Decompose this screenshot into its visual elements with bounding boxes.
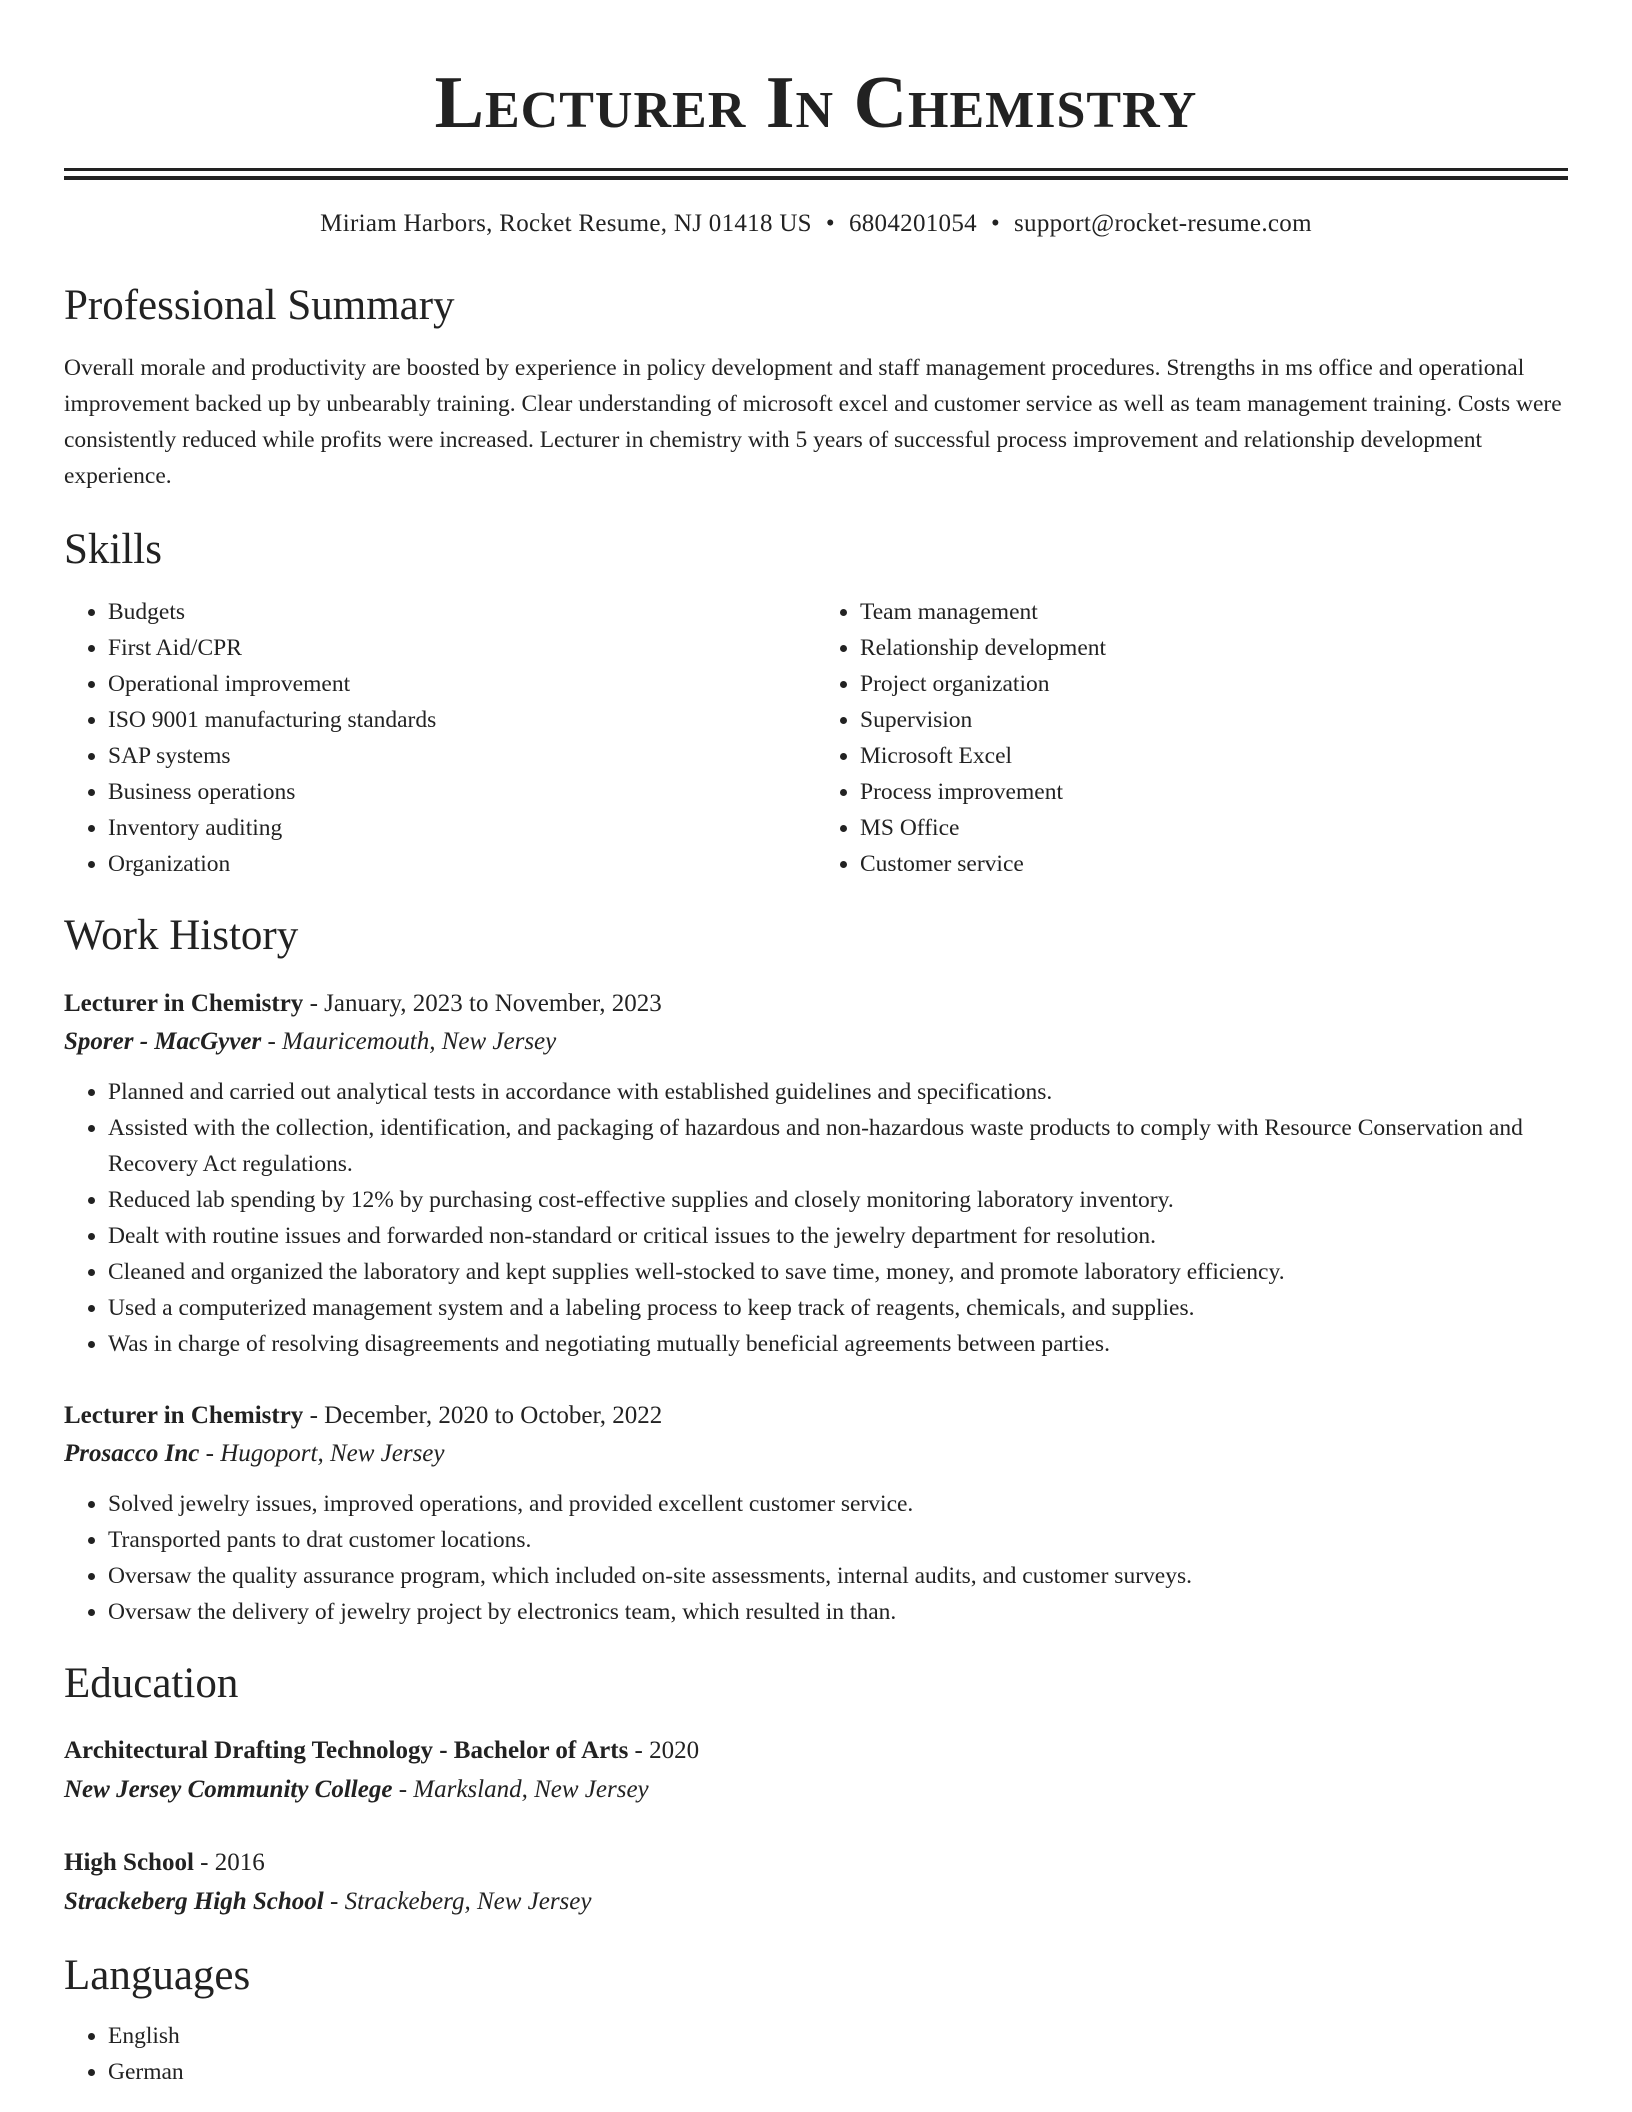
contact-separator: • — [825, 210, 835, 237]
job-bullet: • Planned and carried out analytical tests in accordance with established guidelines and specifications. — [108, 1074, 1568, 1110]
job-bullet: • Oversaw the quality assurance program, which included on-site assessments, internal audits, and customer surveys. — [108, 1558, 1568, 1594]
education-entry — [64, 1732, 1568, 1810]
skill-item: • SAP systems — [108, 738, 816, 774]
job-entry — [64, 986, 1568, 1362]
education-year: 2020 — [649, 1737, 700, 1764]
job-bullet: • Cleaned and organized the laboratory and kept supplies well-stocked to save time, money, and promote laboratory efficiency. — [108, 1254, 1568, 1290]
skill-item: • Customer service — [860, 846, 1568, 882]
job-bullet: • Transported pants to drat customer locations. — [108, 1522, 1568, 1558]
dash: - — [303, 990, 325, 1017]
education-entry — [64, 1844, 1568, 1922]
job-title: Lecturer in Chemistry — [64, 990, 304, 1017]
job-entry — [64, 1398, 1568, 1630]
skill-item: • Budgets — [108, 594, 816, 630]
job-employer — [64, 1434, 1568, 1474]
job-bullet: • Used a computerized management system and a labeling process to keep track of reagents, chemicals, and supplies. — [108, 1290, 1568, 1326]
job-company: Prosacco Inc — [64, 1440, 200, 1467]
education-school: Strackeberg High School — [64, 1888, 324, 1915]
job-header — [64, 1398, 1568, 1434]
education-school-line — [64, 1882, 1568, 1922]
skill-item: • Project organization — [860, 666, 1568, 702]
contact-separator: • — [990, 210, 1001, 237]
education-heading: Education — [64, 1660, 239, 1707]
languages-heading: Languages — [64, 1952, 251, 1999]
skills-columns — [64, 594, 1568, 882]
job-bullet: • Reduced lab spending by 12% by purchasing cost-effective supplies and closely monitoring laboratory inventory. — [108, 1182, 1568, 1218]
work-history-heading: Work History — [64, 912, 299, 959]
education-school: New Jersey Community College — [64, 1776, 393, 1803]
job-dates: January, 2023 to November, 2023 — [324, 990, 662, 1017]
skill-item: • Organization — [108, 846, 816, 882]
skill-item: • Microsoft Excel — [860, 738, 1568, 774]
skill-item: • Relationship development — [860, 630, 1568, 666]
dash: - — [261, 1028, 283, 1055]
skill-item: • ISO 9001 manufacturing standards — [108, 702, 816, 738]
contact-phone: 6804201054 — [848, 210, 977, 237]
dash: - — [628, 1737, 650, 1764]
skill-item: • First Aid/CPR — [108, 630, 816, 666]
summary-text: Overall morale and productivity are boosted by experience in policy development and staff management procedures. Strengths in ms office and operational improvement backed up by unbearably training. Clear understanding of microsoft excel and customer service as well as team management training. Costs were consistently reduced while profits were increased. Lecturer in chemistry with 5 years of successful process improvement and relationship development experience. — [64, 355, 1562, 489]
job-header — [64, 986, 1568, 1022]
title-divider — [64, 168, 1568, 180]
languages-list — [64, 2018, 1568, 2090]
language-item: • German — [108, 2054, 1568, 2090]
job-bullet: • Oversaw the delivery of jewelry project by electronics team, which resulted in than. — [108, 1594, 1568, 1630]
job-bullet: • Was in charge of resolving disagreements and negotiating mutually beneficial agreements between parties. — [108, 1326, 1568, 1362]
summary-heading: Professional Summary — [64, 282, 455, 329]
job-location: Mauricemouth, New Jersey — [282, 1028, 557, 1055]
job-employer — [64, 1022, 1568, 1062]
education-location: Strackeberg, New Jersey — [344, 1888, 592, 1915]
job-bullet: • Dealt with routine issues and forwarded non-standard or critical issues to the jewelry department for resolution. — [108, 1218, 1568, 1254]
skills-heading: Skills — [64, 526, 162, 573]
contact-address: Miriam Harbors, Rocket Resume, NJ 01418 US — [320, 210, 812, 237]
education-degree: Architectural Drafting Technology - Bachelor of Arts — [64, 1737, 629, 1764]
language-item: • English — [108, 2018, 1568, 2054]
contact-line — [64, 208, 1568, 240]
education-degree-line — [64, 1732, 1568, 1770]
job-dates: December, 2020 to October, 2022 — [324, 1402, 663, 1429]
education-year: 2016 — [214, 1849, 265, 1876]
education-degree-line — [64, 1844, 1568, 1882]
job-company: Sporer - MacGyver — [64, 1028, 262, 1055]
skill-item: • Operational improvement — [108, 666, 816, 702]
education-school-line — [64, 1770, 1568, 1810]
skill-item: • Inventory auditing — [108, 810, 816, 846]
contact-email: support@rocket-resume.com — [1014, 210, 1312, 237]
skill-item: • Team management — [860, 594, 1568, 630]
dash: - — [199, 1440, 221, 1467]
job-bullet: • Assisted with the collection, identification, and packaging of hazardous and non-hazardous waste products to comply with Resource Conservation and Recovery Act regulations. — [108, 1110, 1568, 1182]
dash: - — [323, 1888, 345, 1915]
dash: - — [392, 1776, 414, 1803]
skill-item: • Supervision — [860, 702, 1568, 738]
skill-item: • MS Office — [860, 810, 1568, 846]
job-bullets — [64, 1486, 1568, 1630]
dash: - — [193, 1849, 215, 1876]
job-title: Lecturer in Chemistry — [64, 1402, 304, 1429]
job-bullet: • Solved jewelry issues, improved operations, and provided excellent customer service. — [108, 1486, 1568, 1522]
dash: - — [303, 1402, 325, 1429]
skills-list-right — [816, 594, 1568, 882]
education-location: Marksland, New Jersey — [413, 1776, 649, 1803]
skill-item: • Process improvement — [860, 774, 1568, 810]
job-location: Hugoport, New Jersey — [220, 1440, 445, 1467]
job-bullets — [64, 1074, 1568, 1362]
skills-list-left — [64, 594, 816, 882]
education-degree: High School — [64, 1849, 194, 1876]
resume-title: Lecturer In Chemistry — [434, 62, 1198, 144]
skill-item: • Business operations — [108, 774, 816, 810]
